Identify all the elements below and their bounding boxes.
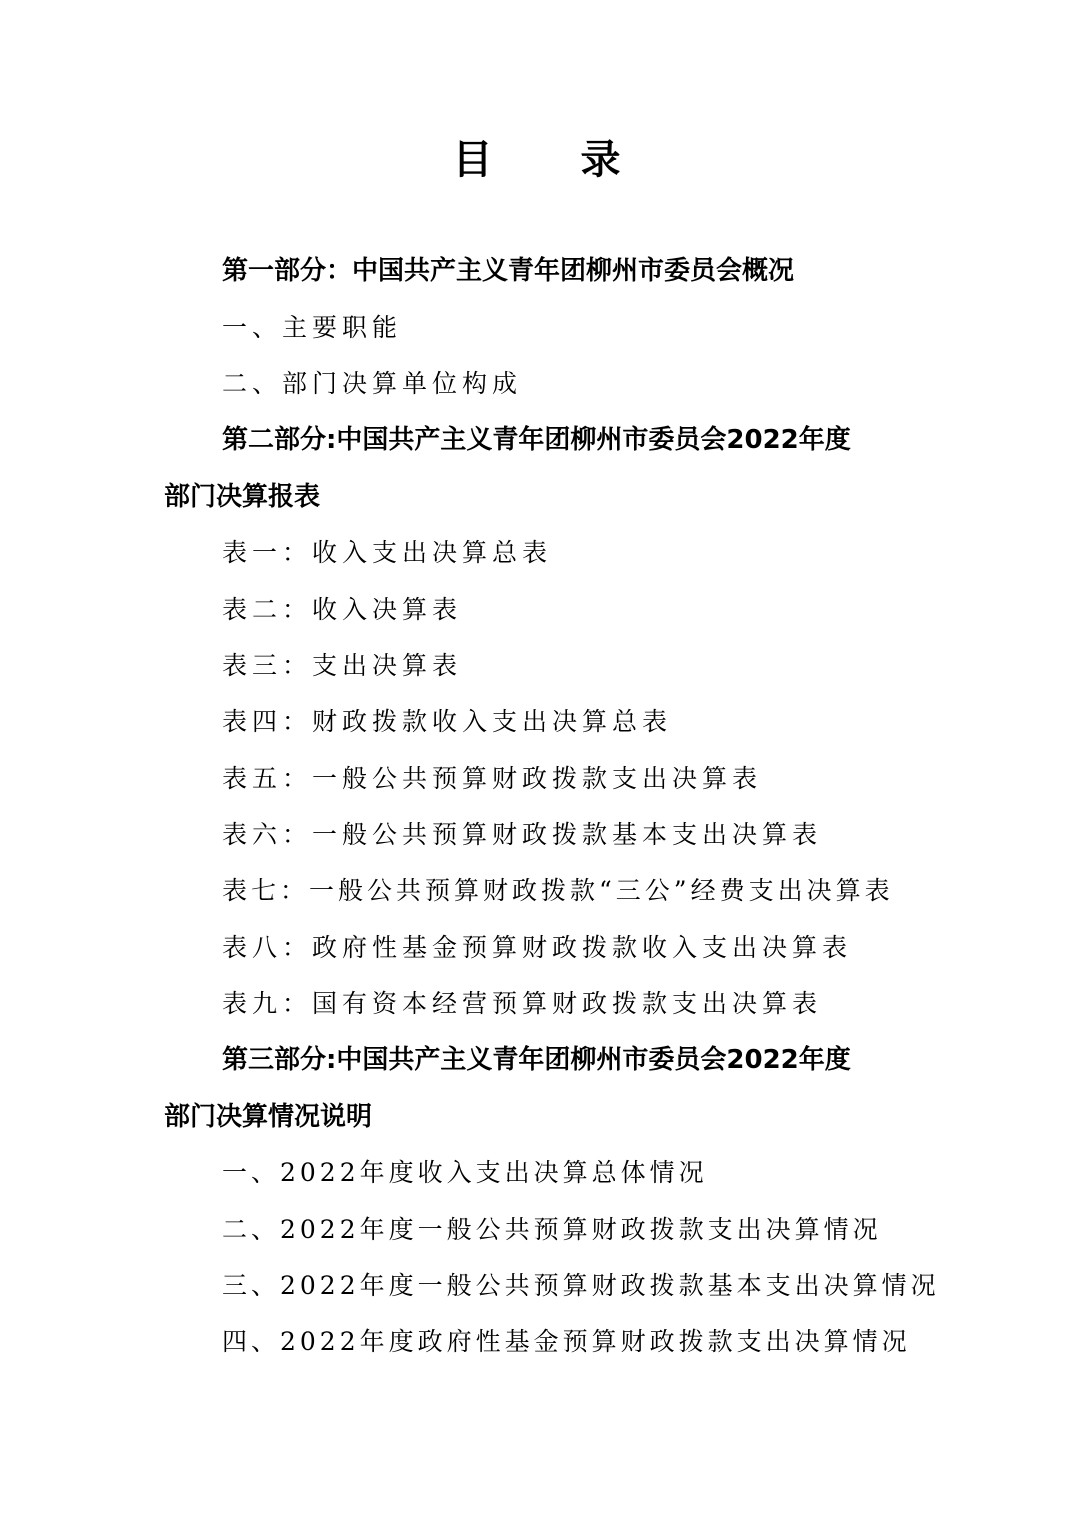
toc-entry: 四、2022年度政府性基金预算财政拨款支出决算情况	[222, 1327, 911, 1356]
part2-heading-line1: 第二部分:中国共产主义青年团柳州市委员会2022年度	[222, 425, 851, 455]
toc-entry: 一、主要职能	[222, 313, 403, 342]
toc-entry: 表六：一般公共预算财政拨款基本支出决算表	[222, 820, 823, 849]
toc-entry: 表三：支出决算表	[222, 651, 463, 680]
toc-entry: 二、2022年度一般公共预算财政拨款支出决算情况	[222, 1215, 882, 1244]
toc-entry: 表一：收入支出决算总表	[222, 538, 553, 567]
title-char-1: 目	[452, 137, 495, 183]
toc-entry: 表四：财政拨款收入支出决算总表	[222, 707, 673, 736]
part1-heading: 第一部分：中国共产主义青年团柳州市委员会概况	[222, 256, 795, 286]
toc-entry: 一、2022年度收入支出决算总体情况	[222, 1158, 708, 1187]
toc-entry: 三、2022年度一般公共预算财政拨款基本支出决算情况	[222, 1271, 940, 1300]
toc-entry: 表九：国有资本经营预算财政拨款支出决算表	[222, 989, 823, 1018]
title-char-2: 录	[580, 137, 623, 183]
toc-entry: 表二：收入决算表	[222, 595, 463, 624]
part3-heading-line1: 第三部分:中国共产主义青年团柳州市委员会2022年度	[222, 1045, 851, 1075]
toc-entry: 表七：一般公共预算财政拨款“三公”经费支出决算表	[222, 876, 894, 905]
page-title	[0, 132, 1075, 188]
part2-heading-line2: 部门决算报表	[164, 482, 321, 512]
part3-heading-line2: 部门决算情况说明	[164, 1102, 373, 1132]
toc-entry: 二、部门决算单位构成	[222, 369, 523, 398]
toc-entry: 表五：一般公共预算财政拨款支出决算表	[222, 764, 763, 793]
toc-entry: 表八：政府性基金预算财政拨款收入支出决算表	[222, 933, 853, 962]
